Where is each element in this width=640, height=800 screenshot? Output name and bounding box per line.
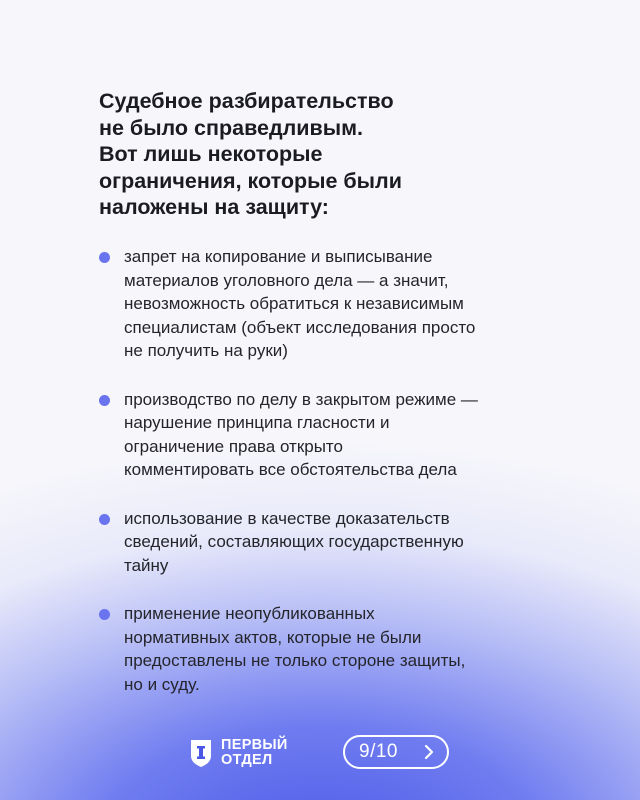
- item-line: материалов уголовного дела — а значит,: [124, 270, 449, 290]
- item-line: тайну: [124, 555, 169, 575]
- item-line: предоставлены не только стороне защиты,: [124, 651, 466, 670]
- bullet-dot-icon: [99, 514, 110, 525]
- item-line: использование в качестве доказательств: [124, 508, 450, 528]
- item-line: невозможность обратиться к независимым: [124, 294, 464, 313]
- next-slide-button[interactable]: [343, 735, 449, 769]
- brand-line: ОТДЕЛ: [221, 752, 273, 768]
- headline-line: Вот лишь некоторые: [99, 142, 323, 166]
- item-line: ограничение права открыто: [124, 436, 343, 456]
- bullet-dot-icon: [99, 395, 110, 406]
- headline: [99, 88, 539, 221]
- list-item: [99, 245, 559, 363]
- item-line: специалистам (объект исследования просто: [124, 317, 476, 337]
- item-line: нормативных актов, которые не были: [124, 627, 422, 647]
- item-line: не получить на руки): [124, 341, 288, 360]
- item-line: применение неопубликованных: [124, 604, 375, 623]
- chevron-right-icon: [422, 744, 436, 760]
- brand-name: [221, 738, 288, 768]
- item-line: сведений, составляющих государственную: [124, 532, 464, 551]
- headline-line: Судебное разбирательство: [99, 89, 394, 113]
- list-item: [99, 602, 559, 696]
- headline-line: не было справедливым.: [99, 115, 363, 140]
- list-item: [99, 388, 559, 482]
- item-line: запрет на копирование и выписывание: [124, 247, 433, 266]
- footer: [0, 730, 640, 774]
- bullet-dot-icon: [99, 252, 110, 263]
- item-line: но и суду.: [124, 674, 200, 694]
- item-line: нарушение принципа гласности и: [124, 413, 390, 432]
- brand-line: ПЕРВЫЙ: [221, 737, 288, 753]
- restrictions-list: [99, 245, 559, 696]
- shield-logo-icon: [189, 738, 213, 768]
- bullet-dot-icon: [99, 609, 110, 620]
- page-indicator: 9/10: [359, 741, 398, 762]
- headline-line: наложены на защиту:: [99, 195, 329, 219]
- item-line: комментировать все обстоятельства дела: [124, 460, 457, 479]
- brand-logo: [189, 734, 299, 772]
- list-item: [99, 507, 559, 578]
- headline-line: ограничения, которые были: [99, 168, 402, 193]
- item-line: производство по делу в закрытом режиме —: [124, 389, 478, 409]
